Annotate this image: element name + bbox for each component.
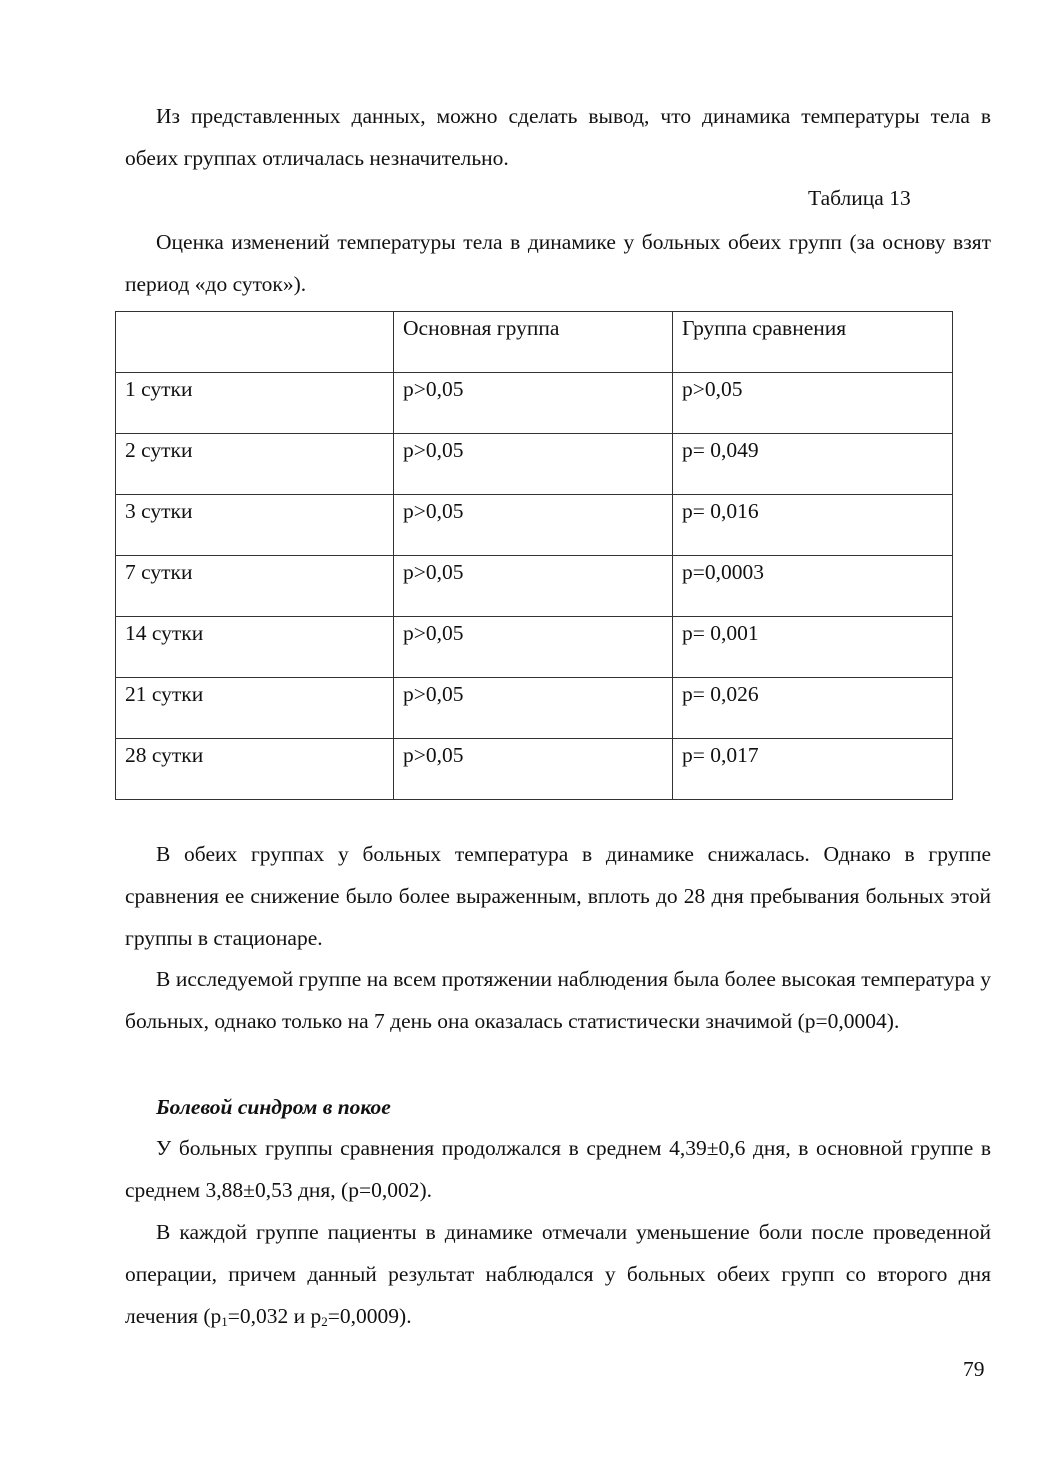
table-cell: 2 сутки: [116, 434, 394, 495]
subscript-1: 1: [221, 1314, 228, 1329]
table-cell: p>0,05: [394, 434, 673, 495]
table-body: [116, 312, 953, 800]
pain-dynamics-mid: =0,032 и р: [227, 1304, 322, 1328]
table-cell: 7 сутки: [116, 556, 394, 617]
table-cell: 14 сутки: [116, 617, 394, 678]
table-caption: Оценка изменений температуры тела в динамике у больных обеих групп (за основу взят период «до суток»).: [125, 230, 991, 296]
table-cell: p>0,05: [394, 678, 673, 739]
table-cell: p= 0,026: [673, 678, 953, 739]
table-cell: p= 0,049: [673, 434, 953, 495]
table-cell: p= 0,001: [673, 617, 953, 678]
pain-dynamics-text: В каждой группе пациенты в динамике отмечали уменьшение боли после проведенной операции, причем данный результат наблюдался у больных обеих групп со второго дня лечения (р: [125, 1220, 991, 1328]
table-row: [116, 739, 953, 800]
page-number: 79: [963, 1357, 985, 1381]
intro-paragraph: Из представленных данных, можно сделать вывод, что динамика температуры тела в обеих группах отличалась незначительно.: [125, 104, 991, 170]
table-cell: 1 сутки: [116, 373, 394, 434]
table-cell: p>0,05: [394, 617, 673, 678]
pain-duration-paragraph: У больных группы сравнения продолжался в среднем 4,39±0,6 дня, в основной группе в среднем 3,88±0,53 дня, (p=0,002).: [125, 1136, 991, 1202]
header-cell: [116, 312, 394, 373]
table-row: [116, 617, 953, 678]
table-cell: p>0,05: [394, 495, 673, 556]
header-cell: Основная группа: [394, 312, 673, 373]
pain-dynamics-paragraph: [125, 1211, 991, 1337]
table-row: [116, 495, 953, 556]
section-heading: Болевой синдром в покое: [156, 1095, 391, 1119]
pain-dynamics-end: =0,0009).: [327, 1304, 412, 1328]
table-row: [116, 678, 953, 739]
temperature-table: [115, 311, 953, 800]
table-cell: p>0,05: [394, 739, 673, 800]
table-cell: p>0,05: [394, 556, 673, 617]
table-row: [116, 434, 953, 495]
study-group-paragraph: В исследуемой группе на всем протяжении наблюдения была более высокая температура у больных, однако только на 7 день она оказалась статистически значимой (р=0,0004).: [125, 967, 991, 1033]
subscript-2: 2: [321, 1314, 328, 1329]
table-cell: p>0,05: [673, 373, 953, 434]
table-row: [116, 373, 953, 434]
table-cell: p=0,0003: [673, 556, 953, 617]
table-cell: p>0,05: [394, 373, 673, 434]
table-row: [116, 556, 953, 617]
table-number-label: Таблица 13: [808, 186, 911, 210]
table-cell: 21 сутки: [116, 678, 394, 739]
table-cell: 28 сутки: [116, 739, 394, 800]
header-cell: Группа сравнения: [673, 312, 953, 373]
temperature-dynamics-paragraph: В обеих группах у больных температура в динамике снижалась. Однако в группе сравнения ее снижение было более выраженным, вплоть до 28 дня пребывания больных этой группы в стационаре.: [125, 842, 991, 950]
table-header-row: [116, 312, 953, 373]
table-cell: p= 0,017: [673, 739, 953, 800]
table-cell: 3 сутки: [116, 495, 394, 556]
table-cell: p= 0,016: [673, 495, 953, 556]
